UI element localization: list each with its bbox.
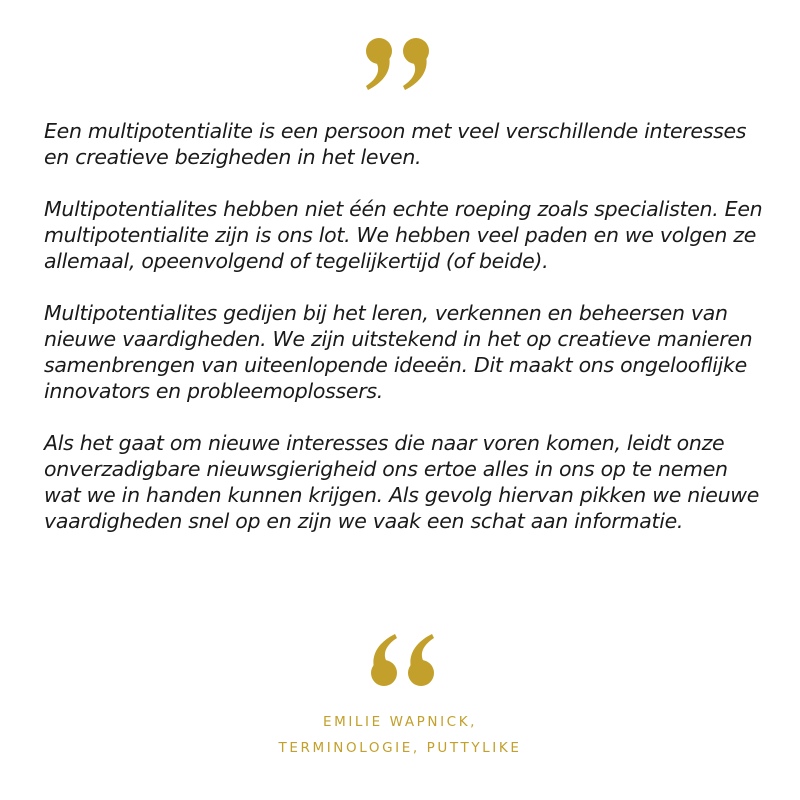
quote-paragraph-1: Een multipotentialite is een persoon met veel verschillende interesses en creatieve bezigheden in het leven. [44,119,747,169]
attribution-source: TERMINOLOGIE, PUTTYLIKE [278,740,522,756]
quote-paragraph-4: Als het gaat om nieuwe interesses die naar voren komen, leidt onze onverzadigbare nieuwsgierigheid ons ertoe alles in ons op te nemen wat we in handen kunnen krijgen. Als gevolg hiervan pikken we nieuwe vaardigheden snel op en zijn we vaak een schat aan informatie. [44,431,760,533]
closing-quote-icon [0,36,800,92]
quote-text [44,118,764,534]
opening-quote-icon [0,632,800,688]
quote-paragraph-3: Multipotentialites gedijen bij het leren, verkennen en beheersen van nieuwe vaardigheden. We zijn uitstekend in het op creatieve manieren samenbrengen van uiteenlopende ideeën. Dit maakt ons ongelooflijke innovators en probleemoplossers. [44,301,753,403]
attribution [0,709,800,761]
attribution-author: EMILIE WAPNICK, [322,714,478,730]
quote-paragraph-2: Multipotentialites hebben niet één echte roeping zoals specialisten. Een multipotentialite zijn is ons lot. We hebben veel paden en we volgen ze allemaal, opeenvolgend of tegelijkertijd (of beide). [44,197,763,273]
